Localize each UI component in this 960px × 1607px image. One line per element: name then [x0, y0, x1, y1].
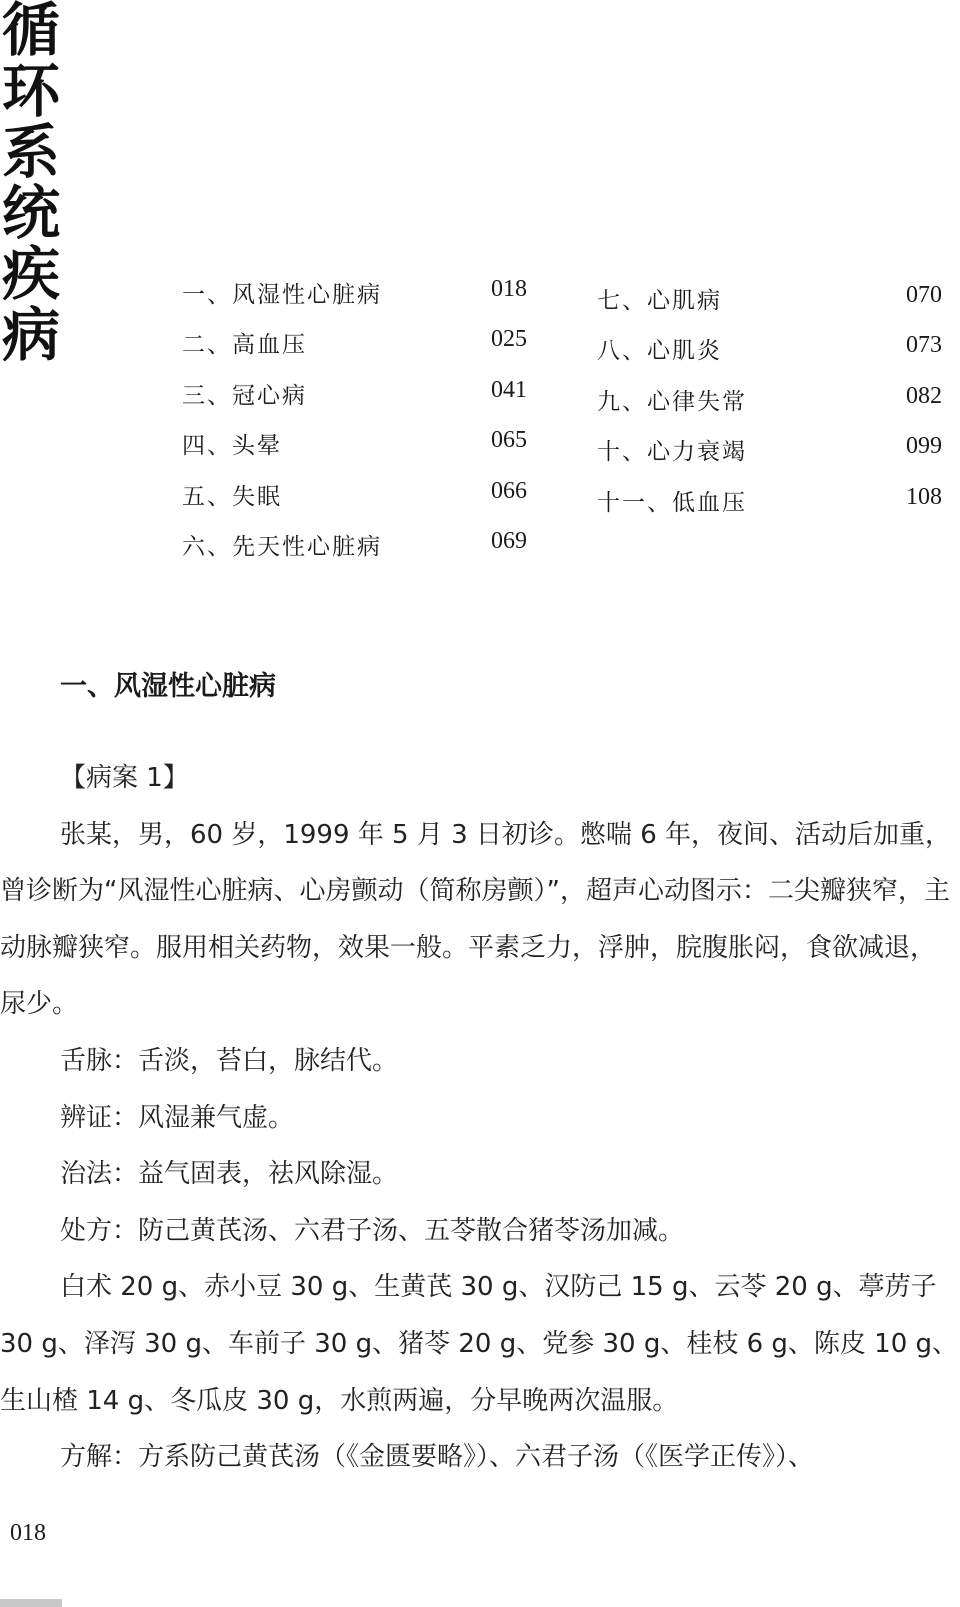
toc-entry-page: 025 [491, 326, 527, 353]
tongue-pulse-paragraph: 舌脉：舌淡，苔白，脉结代。 [60, 1045, 399, 1076]
chapter-title-char: 病 [2, 301, 61, 369]
toc-entry[interactable] [182, 427, 527, 477]
chapter-title-char: 循 [2, 0, 61, 64]
chapter-title-char: 疾 [2, 240, 61, 308]
toc-entry[interactable] [182, 276, 527, 326]
toc-entry-label: 六、先天性心脏病 [182, 533, 382, 560]
toc-entry-label: 三、冠心病 [182, 382, 307, 409]
case-label: 【病案 1】 [60, 763, 189, 793]
toc-entry[interactable] [182, 528, 527, 578]
toc-entry[interactable] [597, 383, 942, 433]
toc-entry-page: 018 [491, 276, 527, 302]
toc-entry[interactable] [182, 326, 527, 376]
toc-entry-label: 十、心力衰竭 [597, 439, 747, 466]
toc-entry-page: 082 [906, 382, 942, 409]
toc-entry-page: 108 [906, 483, 942, 510]
toc-entry-page: 099 [906, 433, 942, 460]
footer-bar [0, 1599, 62, 1607]
treatment-paragraph: 治法：益气固表，祛风除湿。 [60, 1159, 399, 1190]
syndrome-paragraph: 辨证：风湿兼气虚。 [60, 1102, 295, 1133]
toc-entry[interactable] [597, 484, 942, 534]
toc-entry-label: 九、心律失常 [597, 388, 747, 415]
toc-entry[interactable] [182, 478, 527, 528]
toc-entry-label: 一、风湿性心脏病 [182, 282, 382, 308]
toc-entry-page: 066 [491, 477, 527, 504]
herb-list-paragraph: 白术 20 g、赤小豆 30 g、生黄芪 30 g、汉防己 15 g、云苓 20 g、葶苈子 30 g、泽泻 30 g、车前子 30 g、猪苓 20 g、党参 30 g、桂枝 6 g、陈皮 10 g、生山楂 14 g、冬瓜皮 30 g，水煎两遍，分早晚两次温服。 [0, 1272, 959, 1416]
toc-entry-label: 七、心肌病 [597, 288, 722, 314]
chapter-title-char: 系 [2, 118, 61, 186]
section-heading: 一、风湿性心脏病 [60, 671, 276, 702]
prescription-paragraph: 处方：防己黄芪汤、六君子汤、五苓散合猪苓汤加减。 [60, 1215, 685, 1246]
toc-entry-page: 070 [906, 282, 942, 308]
toc-entry-label: 八、心肌炎 [597, 338, 722, 365]
page-number: 018 [10, 1520, 46, 1546]
toc-entry[interactable] [597, 282, 942, 332]
body-text [0, 750, 960, 1486]
chapter-title-char: 统 [2, 179, 61, 247]
toc-entry-page: 073 [906, 332, 942, 359]
toc-entry[interactable] [597, 433, 942, 483]
toc-entry-label: 二、高血压 [182, 332, 307, 359]
toc-left-column [182, 276, 527, 578]
case-history-paragraph: 张某，男，60 岁，1999 年 5 月 3 日初诊。憋喘 6 年，夜间、活动后加重，曾诊断为“风湿性心脏病、心房颤动（简称房颤）”，超声心动图示：二尖瓣狭窄，主动脉瓣狭窄。服用相关药物，效果一般。平素乏力，浮肿，脘腹胀闷，食欲减退，尿少。 [0, 819, 951, 1020]
toc-entry-label: 四、头晕 [182, 433, 282, 460]
chapter-title [2, 0, 68, 369]
toc-entry[interactable] [182, 377, 527, 427]
toc-entry-page: 069 [491, 527, 527, 554]
chapter-title-char: 环 [2, 57, 61, 125]
toc-entry-label: 五、失眠 [182, 483, 282, 510]
toc-entry-page: 065 [491, 427, 527, 454]
formula-explanation-paragraph: 方解：方系防己黄芪汤（《金匮要略》）、六君子汤（《医学正传》）、 [60, 1442, 815, 1473]
toc-entry-page: 041 [491, 376, 527, 403]
toc-entry-label: 十一、低血压 [597, 489, 747, 516]
toc-right-column [597, 282, 942, 534]
toc-entry[interactable] [597, 332, 942, 382]
